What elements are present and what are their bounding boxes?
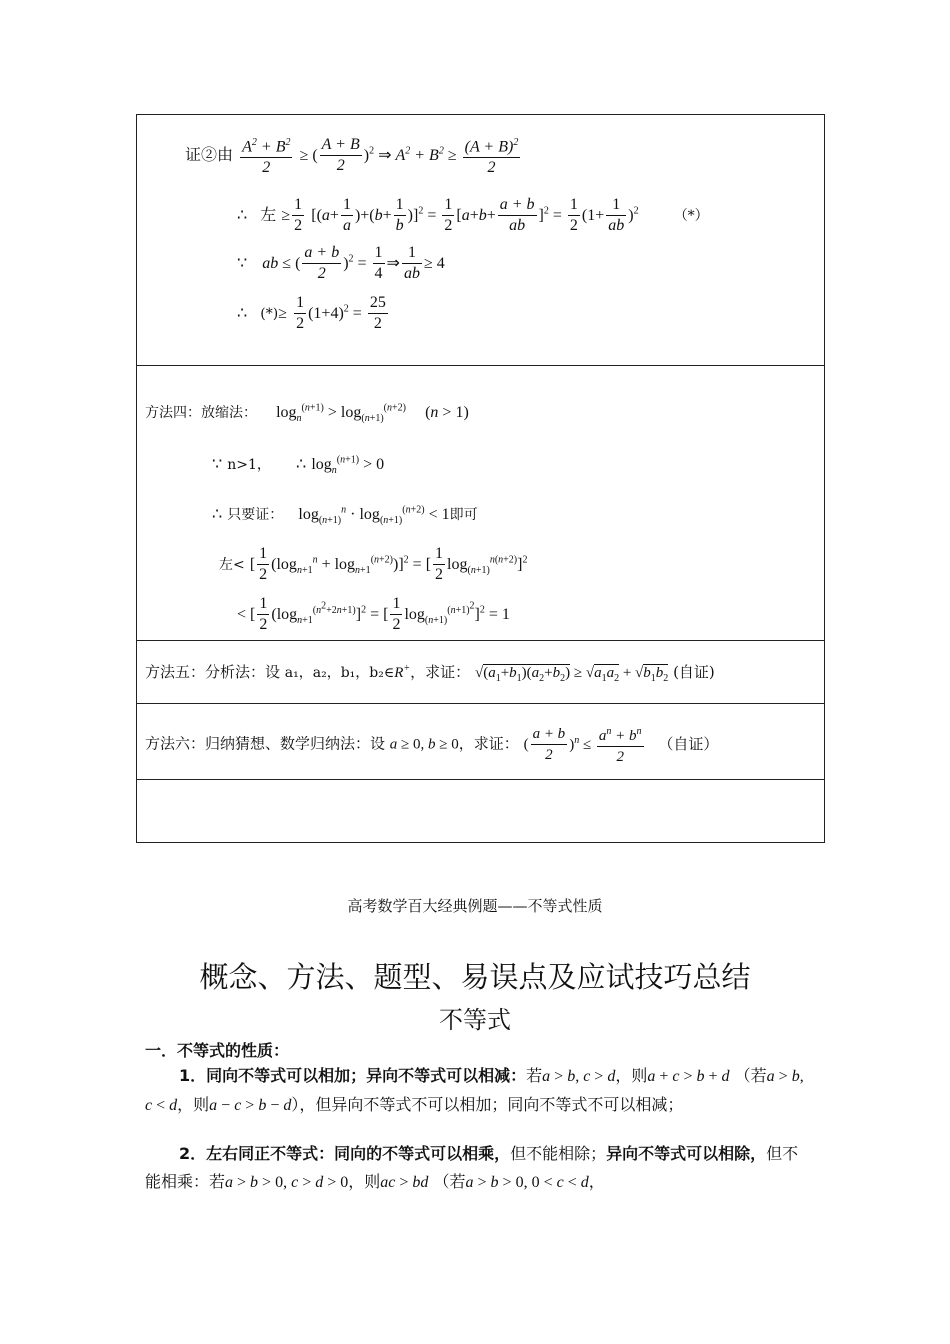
proof-line-4: ∴ (*)≥ $\frac{1}{2}$ $(1+4)^2$ = $\frac{25}{2}$ <box>237 294 386 332</box>
method4-line-3: ∴ 只要证： $\log_{(n+1)}^n \cdot \log_{(n+1)}^{(n+2)} < 1$即可 <box>212 504 478 527</box>
proof-line-1: 证②由 $\frac{A^2 + B^2}{2}$ ≥ ( $\frac{A + B}{2}$ )$^2$ ⇒ $A^2 + B^2$ ≥ $\frac{(A + B)^2}{2}$ <box>185 133 522 178</box>
page-subtitle: 不等式 <box>439 1006 511 1034</box>
table-row-proof2 <box>137 115 824 366</box>
table-row-method6 <box>137 704 824 780</box>
proof-line-2: ∴ 左 ≥ $\frac{1}{2}$ [(a+ $\frac{1}{a}$ )+(b+ $\frac{1}{b}$ )]$^2$ = $\frac{1}{2}$ [a+b+ $\frac{a + b}{ab}$ ]$^2$ = $\frac{1}{2}$ (1+ $\frac{1}{ab}$ )$^2$ （*） <box>237 196 709 234</box>
page-caption: 高考数学百大经典例题——不等式性质 <box>347 897 603 915</box>
paragraph-2: 2．左右同正不等式：同向的不等式可以相乘，但不能相除；异向不等式可以相除，但不能相乘：若a > b > 0, c > d > 0，则ac > bd （若a > b > 0, 0 < c < d， <box>145 1144 799 1191</box>
method4-line-4: 左< [ $\frac{1}{2}$ $(\log_{n+1}^n + \log_{n+1}^{(n+2)})]^2$ = [ $\frac{1}{2}$ $\log_{(n+1)}^{n(n+2)}]^2$ <box>219 545 528 583</box>
page-title: 概念、方法、题型、易误点及应试技巧总结 <box>199 960 751 994</box>
proof-table <box>136 114 825 843</box>
table-row-empty <box>137 780 824 844</box>
table-row-method4 <box>137 366 824 641</box>
method4-line-5: < [ $\frac{1}{2}$ $(\log_{n+1}^{(n^2+2n+1)}]^2$ = [ $\frac{1}{2}$ $\log_{(n+1)}^{(n+1)^2}]^2 = 1$ <box>237 595 510 633</box>
method4-line-2: ∵ n>1， ∴ $\log_n^{(n+1)} > 0$ <box>212 454 385 477</box>
method5-line: 方法五：分析法：设 a₁，a₂，b₁，b₂∈R+，求证： $√(a_1+b_1)(a_2+b_2) \ge √a_1a_2 + √b_1b_2$ (自证) <box>145 663 715 684</box>
proof-line-3: ∵ ab ≤ ( $\frac{a + b}{2}$ )$^2$ = $\frac{1}{4}$ ⇒ $\frac{1}{ab}$ ≥ 4 <box>237 244 445 282</box>
method6-line: 方法六：归纳猜想、数学归纳法：设 a ≥ 0, b ≥ 0，求证： ( $\frac{a + b}{2}$ )$^n$ ≤ $\frac{a^n + b^n}{2}$ （自证） <box>145 722 718 767</box>
section-heading: 一．不等式的性质： <box>145 1041 290 1060</box>
paragraph-1: 1．同向不等式可以相加；异向不等式可以相减：若a > b, c > d，则a + c > b + d （若a > b, c < d，则a − c > b − d），但异向不等式不可以相加；同向不等式不可以相减； <box>145 1066 804 1114</box>
method4-line-1: 方法四：放缩法： $\log_n^{(n+1)} > \log_{(n+1)}^{(n+2)} (n > 1)$ <box>145 402 469 425</box>
table-row-method5 <box>137 641 824 704</box>
